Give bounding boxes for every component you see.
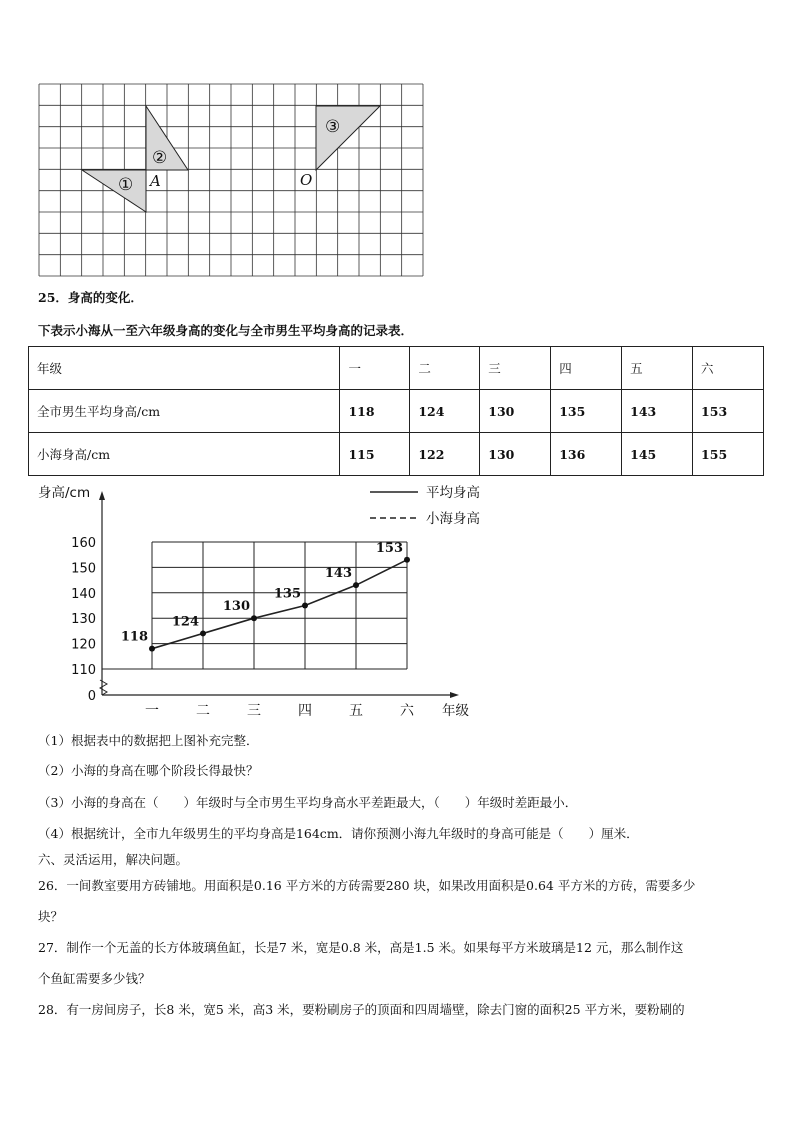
chart-data-point	[302, 603, 308, 609]
chart-y-tick-label: 0	[87, 689, 96, 704]
table-cell: 130	[480, 433, 551, 476]
section-6-title: 六、灵活运用，解决问题。	[38, 852, 189, 867]
chart-data-point	[200, 630, 206, 636]
chart-x-axis-label: 年级	[442, 703, 469, 719]
chart-series-line	[152, 560, 407, 649]
table-header-cell: 四	[551, 347, 622, 390]
height-line-chart	[30, 480, 500, 725]
point-label-o: O	[300, 171, 313, 189]
table-cell: 130	[480, 390, 551, 433]
chart-y-tick-label: 140	[71, 586, 96, 602]
chart-axis-break	[100, 680, 107, 695]
chart-data-label: 135	[273, 586, 301, 602]
geometry-grid-figure	[38, 83, 424, 278]
height-record-table	[28, 346, 764, 476]
q25-sub2: （2）小海的身高在哪个阶段长得最快？	[38, 763, 259, 778]
table-cell: 155	[693, 433, 764, 476]
chart-x-tick-label: 四	[298, 703, 312, 719]
table-header-cell: 六	[693, 347, 764, 390]
shape-label-2: ②	[152, 148, 168, 168]
q26-line2: 块？	[38, 909, 64, 924]
chart-y-tick-label: 160	[71, 536, 96, 551]
chart-y-axis-arrow	[99, 491, 105, 500]
table-cell: 145	[622, 433, 693, 476]
table-header-cell: 一	[340, 347, 410, 390]
table-header-cell: 年级	[29, 347, 340, 390]
chart-data-point	[251, 615, 257, 621]
table-cell: 135	[551, 390, 622, 433]
table-cell: 153	[693, 390, 764, 433]
table-cell: 143	[622, 390, 693, 433]
chart-data-point	[149, 646, 155, 652]
chart-x-tick-label: 五	[349, 703, 363, 719]
chart-y-tick-label: 110	[71, 663, 96, 678]
chart-data-label: 153	[375, 540, 403, 556]
table-header-cell: 五	[622, 347, 693, 390]
chart-x-tick-label: 三	[247, 703, 261, 719]
point-label-a: A	[150, 172, 161, 190]
table-cell: 136	[551, 433, 622, 476]
table-header-cell: 二	[410, 347, 480, 390]
q25-sub3: （3）小海的身高在（ ）年级时与全市男生平均身高水平差距最大，（ ）年级时差距最小．	[38, 795, 578, 810]
q25-intro: 下表示小海从一至六年级身高的变化与全市男生平均身高的记录表．	[38, 323, 414, 338]
shape-label-1: ①	[118, 175, 134, 195]
table-cell: 115	[340, 433, 410, 476]
chart-data-label: 118	[120, 629, 148, 645]
chart-y-axis-label: 身高/cm	[38, 485, 91, 501]
chart-y-tick-label: 130	[71, 612, 96, 628]
triangle-3	[316, 106, 380, 170]
q27-line1: 27．制作一个无盖的长方体玻璃鱼缸，长是7 米，宽是0.8 米，高是1.5 米。如果每平方米玻璃是12 元，那么制作这	[38, 940, 684, 955]
q25-sub1: （1）根据表中的数据把上图补充完整．	[38, 733, 259, 748]
legend-label-average: 平均身高	[426, 485, 480, 501]
chart-data-label: 130	[222, 599, 250, 615]
chart-data-point	[353, 582, 359, 588]
table-cell: 122	[410, 433, 480, 476]
q27-line2: 个鱼缸需要多少钱？	[38, 971, 151, 986]
legend-label-xiaohai: 小海身高	[426, 511, 480, 527]
table-header-cell: 三	[480, 347, 551, 390]
chart-data-label: 143	[324, 566, 352, 582]
table-cell: 124	[410, 390, 480, 433]
chart-x-tick-label: 一	[145, 703, 159, 719]
chart-y-tick-label: 120	[71, 637, 96, 653]
shape-label-3: ③	[325, 117, 341, 137]
table-row-label: 全市男生平均身高/cm	[29, 390, 340, 433]
q25-sub4: （4）根据统计，全市九年级男生的平均身高是164cm．请你预测小海九年级时的身高可能是（ ）厘米．	[38, 826, 639, 841]
table-row-label: 小海身高/cm	[29, 433, 340, 476]
chart-x-tick-label: 二	[196, 703, 210, 719]
chart-y-tick-label: 150	[71, 561, 96, 577]
chart-x-tick-label: 六	[400, 703, 414, 719]
table-cell: 118	[340, 390, 410, 433]
table-header-row	[29, 347, 764, 390]
table-row	[29, 390, 764, 433]
chart-data-point	[404, 557, 410, 563]
q26-line1: 26．一间教室要用方砖铺地。用面积是0.16 平方米的方砖需要280 块，如果改用面积是0.64 平方米的方砖，需要多少	[38, 878, 696, 893]
chart-x-axis-arrow	[450, 692, 459, 698]
table-row	[29, 433, 764, 476]
q28-line1: 28．有一房间房子，长8 米，宽5 米，高3 米，要粉刷房子的顶面和四周墙壁，除去门窗的面积25 平方米，要粉刷的	[38, 1002, 685, 1017]
q25-title: 25．身高的变化．	[38, 290, 143, 305]
chart-data-label: 124	[171, 614, 199, 630]
